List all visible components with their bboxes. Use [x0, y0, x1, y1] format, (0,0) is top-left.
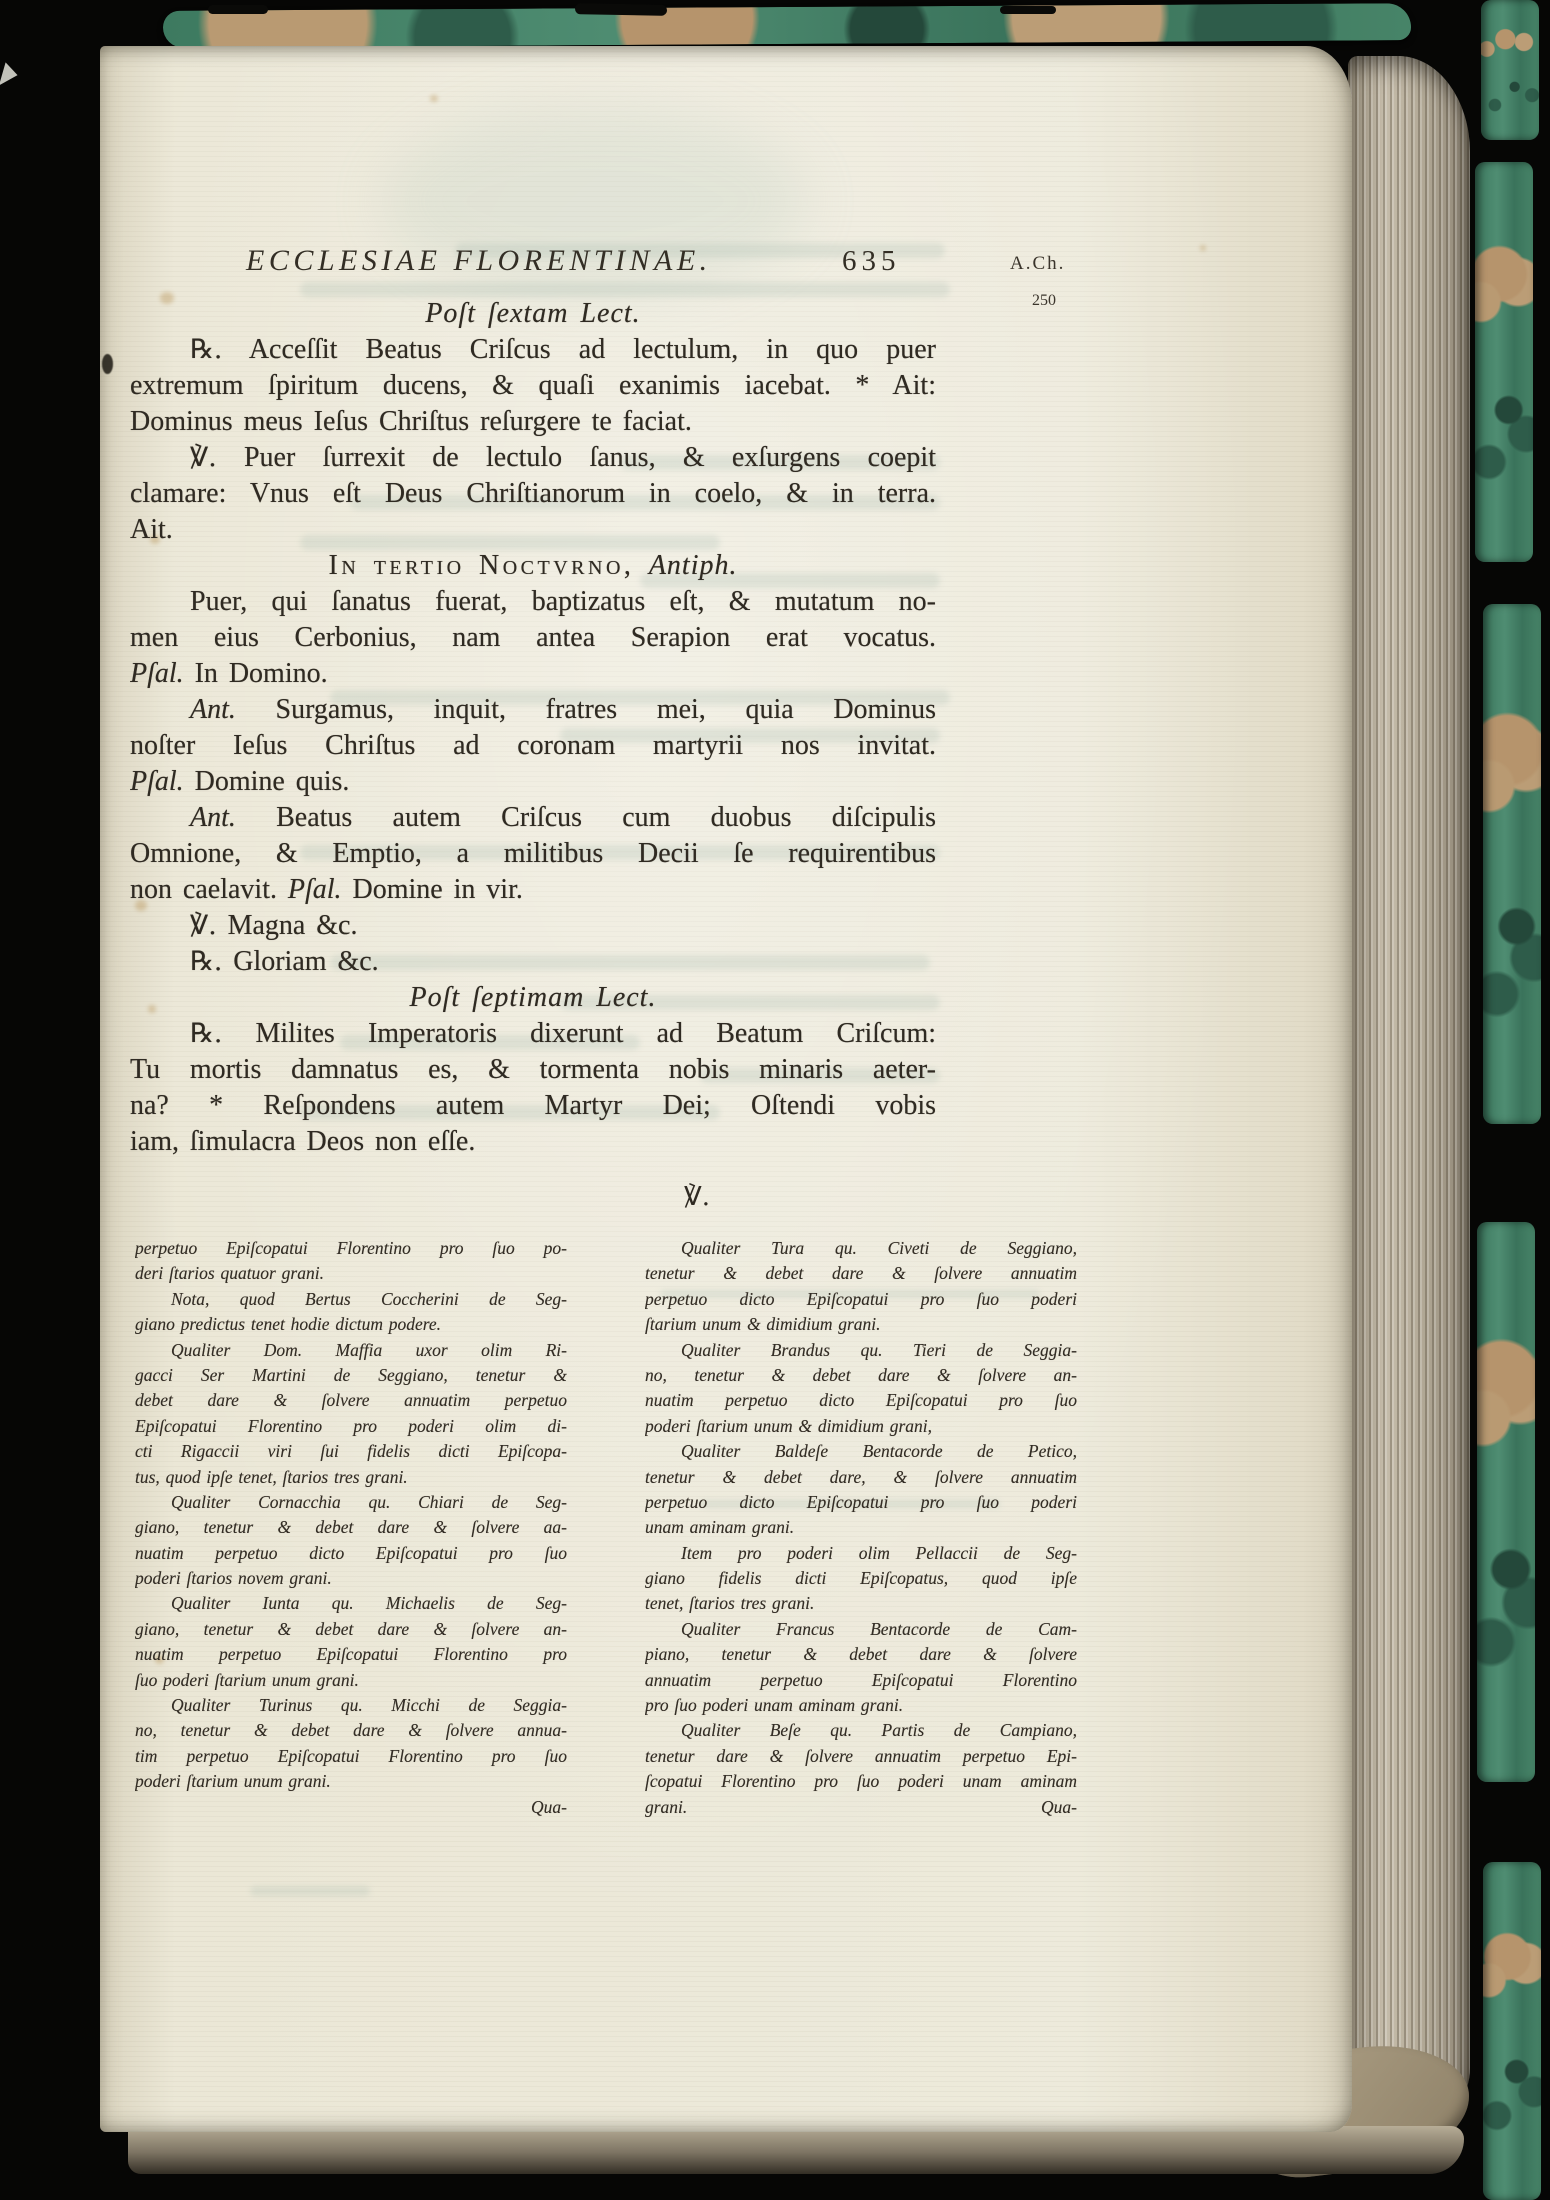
- text-line: Tu mortis damnatus es, & tormenta nobis minaris aeter-: [130, 1054, 936, 1085]
- marbled-cover-right-edge: [1475, 162, 1533, 562]
- footnote-line: debet dare & ſolvere annuatim perpetuo: [135, 1390, 567, 1411]
- footnote-line: poderi ſtarios novem grani.: [135, 1568, 332, 1589]
- cover-gap: [575, 3, 667, 16]
- text-line: ℞. Acceſſit Beatus Criſcus ad lectulum, in quo puer: [190, 334, 936, 365]
- text-line: Ant. Beatus autem Criſcus cum duobus diſcipulis: [190, 802, 936, 833]
- text-line: ℞. Gloriam &c.: [190, 946, 379, 977]
- marbled-cover-right-edge: [1481, 0, 1539, 140]
- cover-gap: [1000, 6, 1056, 14]
- foxing-stain: [1200, 245, 1206, 251]
- footnote-line: tim perpetuo Epiſcopatui Florentino pro ſuo: [135, 1745, 567, 1766]
- running-title: ECCLESIAE FLORENTINAE.: [246, 244, 712, 277]
- text-line: clamare: Vnus eſt Deus Chriſtianorum in coelo, & in terra.: [130, 478, 936, 509]
- text-line: Omnione, & Emptio, a militibus Decii ſe requirentibus: [130, 838, 936, 869]
- marbled-cover-right-edge: [1477, 1222, 1535, 1782]
- text-line: Pſal. In Domino.: [130, 658, 328, 689]
- page-stack-bottom-edge: [128, 2126, 1464, 2174]
- text-line: men eius Cerbonius, nam antea Serapion erat vocatus.: [130, 622, 936, 653]
- text-line: Ant. Surgamus, inquit, fratres mei, quia Dominus: [190, 694, 936, 725]
- footnote-line: giano, tenetur & debet dare & ſolvere aa-: [135, 1517, 567, 1538]
- marbled-cover-top-edge: [163, 3, 1411, 48]
- footnote-line: perpetuo Epiſcopatui Florentino pro ſuo po-: [135, 1238, 567, 1258]
- footnote-line: tenetur & debet dare, & ſolvere annuatim: [645, 1466, 1077, 1487]
- footnote-line: Epiſcopatui Florentino pro poderi olim di-: [135, 1415, 567, 1436]
- footnote-column-left: [135, 1236, 567, 1820]
- footnote-line: piano, tenetur & debet dare & ſolvere: [645, 1644, 1077, 1665]
- main-text: [130, 296, 936, 1160]
- page-number: 635: [842, 245, 901, 277]
- text-line: iam, ſimulacra Deos non eſſe.: [130, 1126, 476, 1157]
- footnote-line: Qualiter Brandus qu. Tieri de Seggia-: [681, 1339, 1077, 1360]
- footnote-line: [135, 1795, 567, 1820]
- footnote-column-right: [645, 1236, 1077, 1820]
- footnote-line: tenetur & debet dare & ſolvere annuatim: [645, 1263, 1077, 1284]
- text-line: Ait.: [130, 514, 173, 545]
- text-line: na? * Reſpondens autem Martyr Dei; Oſtendi vobis: [130, 1090, 936, 1121]
- footnote-line: tenetur dare & ſolvere annuatim perpetuo Epi-: [645, 1745, 1077, 1766]
- text-line: ℣. Magna &c.: [190, 910, 358, 941]
- page-edge-hole: [102, 354, 113, 374]
- footnote-line: perpetuo dicto Epiſcopatui pro ſuo poderi: [645, 1288, 1077, 1309]
- marbled-cover-right-edge: [1483, 1862, 1541, 2200]
- footnote-line: pro ſuo poderi unam aminam grani.: [645, 1695, 904, 1716]
- footnote-line: poderi ſtarium unum grani.: [135, 1771, 331, 1792]
- scan-artifact-mark: [0, 62, 20, 89]
- footnote-line: Nota, quod Bertus Coccherini de Seg-: [171, 1288, 567, 1309]
- footnote-line: nuatim perpetuo dicto Epiſcopatui pro ſuo: [135, 1542, 567, 1563]
- book-page: [100, 46, 1352, 2132]
- footnote-line: ſcopatui Florentino pro ſuo poderi unam aminam: [645, 1771, 1077, 1792]
- footnote-line: Qualiter Baldeſe Bentacorde de Petico,: [681, 1441, 1077, 1462]
- footnote-line: gacci Ser Martini de Seggiano, tenetur &: [135, 1364, 567, 1385]
- footnote-line: nuatim perpetuo Epiſcopatui Florentino pro: [135, 1644, 567, 1665]
- footnote-line: Qualiter Tura qu. Civeti de Seggiano,: [681, 1238, 1077, 1258]
- bleed-through: [300, 282, 950, 297]
- text-line: noſter Ieſus Chriſtus ad coronam martyrii nos invitat.: [130, 730, 936, 761]
- bleed-through: [250, 1886, 370, 1896]
- marbled-cover-right-edge: [1483, 604, 1541, 1124]
- margin-note-number: 250: [1032, 292, 1056, 309]
- footnote-line: giano predictus tenet hodie dictum podere.: [135, 1314, 442, 1335]
- footnote-line: Qualiter Beſe qu. Partis de Campiano,: [681, 1720, 1077, 1741]
- text-line: Poſt ſextam Lect.: [425, 298, 641, 329]
- text-line: Dominus meus Ieſus Chriſtus reſurgere te faciat.: [130, 406, 692, 437]
- page-stack-fore-edge: [1348, 56, 1470, 2120]
- footnote-line: annuatim perpetuo Epiſcopatui Florentino: [645, 1669, 1077, 1690]
- footnote-line: no, tenetur & debet dare & ſolvere annua-: [135, 1720, 567, 1741]
- text-line: ℞. Milites Imperatoris dixerunt ad Beatum Criſcum:: [190, 1018, 936, 1049]
- footnote-line: ſuo poderi ſtarium unum grani.: [135, 1669, 359, 1690]
- text-line: ℣. Puer ſurrexit de lectulo ſanus, & exſurgens coepit: [190, 442, 936, 473]
- footnote-catchword: Qua-: [531, 1796, 567, 1817]
- text-line: Poſt ſeptimam Lect.: [409, 982, 657, 1013]
- text-line: extremum ſpiritum ducens, & quaſi exanimis iacebat. * Ait:: [130, 370, 936, 401]
- footnote-line: Item pro poderi olim Pellaccii de Seg-: [681, 1542, 1077, 1563]
- text-line: non caelavit. Pſal. Domine in vir.: [130, 874, 523, 905]
- footnote-line: tus, quod ipſe tenet, ſtarios tres grani.: [135, 1466, 408, 1487]
- cover-gap: [208, 5, 268, 14]
- text-line: In tertio Noctvrno, Antiph.: [328, 550, 738, 581]
- main-catchword: ℣.: [684, 1182, 711, 1212]
- footnote-line: giano, tenetur & debet dare & ſolvere an-: [135, 1618, 567, 1639]
- margin-note-era: A.Ch.: [1010, 253, 1066, 274]
- footnote-line: nuatim perpetuo dicto Epiſcopatui pro ſuo: [645, 1390, 1077, 1411]
- footnote-line: tenet, ſtarios tres grani.: [645, 1593, 815, 1614]
- footnote-line: cti Rigaccii viri ſui fidelis dicti Epiſcopa-: [135, 1441, 567, 1462]
- footnote-line: ſtarium unum & dimidium grani.: [645, 1314, 881, 1335]
- footnote-line: no, tenetur & debet dare & ſolvere an-: [645, 1364, 1077, 1385]
- footnote-line: deri ſtarios quatuor grani.: [135, 1263, 324, 1284]
- footnote-line: perpetuo dicto Epiſcopatui pro ſuo poderi: [645, 1491, 1077, 1512]
- footnote-line: unam aminam grani.: [645, 1517, 795, 1538]
- text-line: Puer, qui ſanatus fuerat, baptizatus eſt, & mutatum no-: [190, 586, 936, 617]
- footnote-line: Qualiter Iunta qu. Michaelis de Seg-: [171, 1593, 567, 1614]
- footnote-line: Qualiter Turinus qu. Micchi de Seggia-: [171, 1695, 567, 1716]
- footnote-line: poderi ſtarium unum & dimidium grani,: [645, 1415, 933, 1436]
- footnote-line: Qualiter Dom. Maffia uxor olim Ri-: [171, 1339, 567, 1360]
- footnote-line: Qualiter Cornacchia qu. Chiari de Seg-: [171, 1491, 567, 1512]
- text-line: Pſal. Domine quis.: [130, 766, 350, 797]
- footnote-catchword: Qua-: [1041, 1796, 1077, 1817]
- foxing-stain: [430, 95, 438, 102]
- footnote-line: Qualiter Francus Bentacorde de Cam-: [681, 1618, 1077, 1639]
- footnote-line: Qua- grani.: [645, 1795, 1077, 1820]
- footnote-line: giano fidelis dicti Epiſcopatus, quod ipſe: [645, 1568, 1077, 1589]
